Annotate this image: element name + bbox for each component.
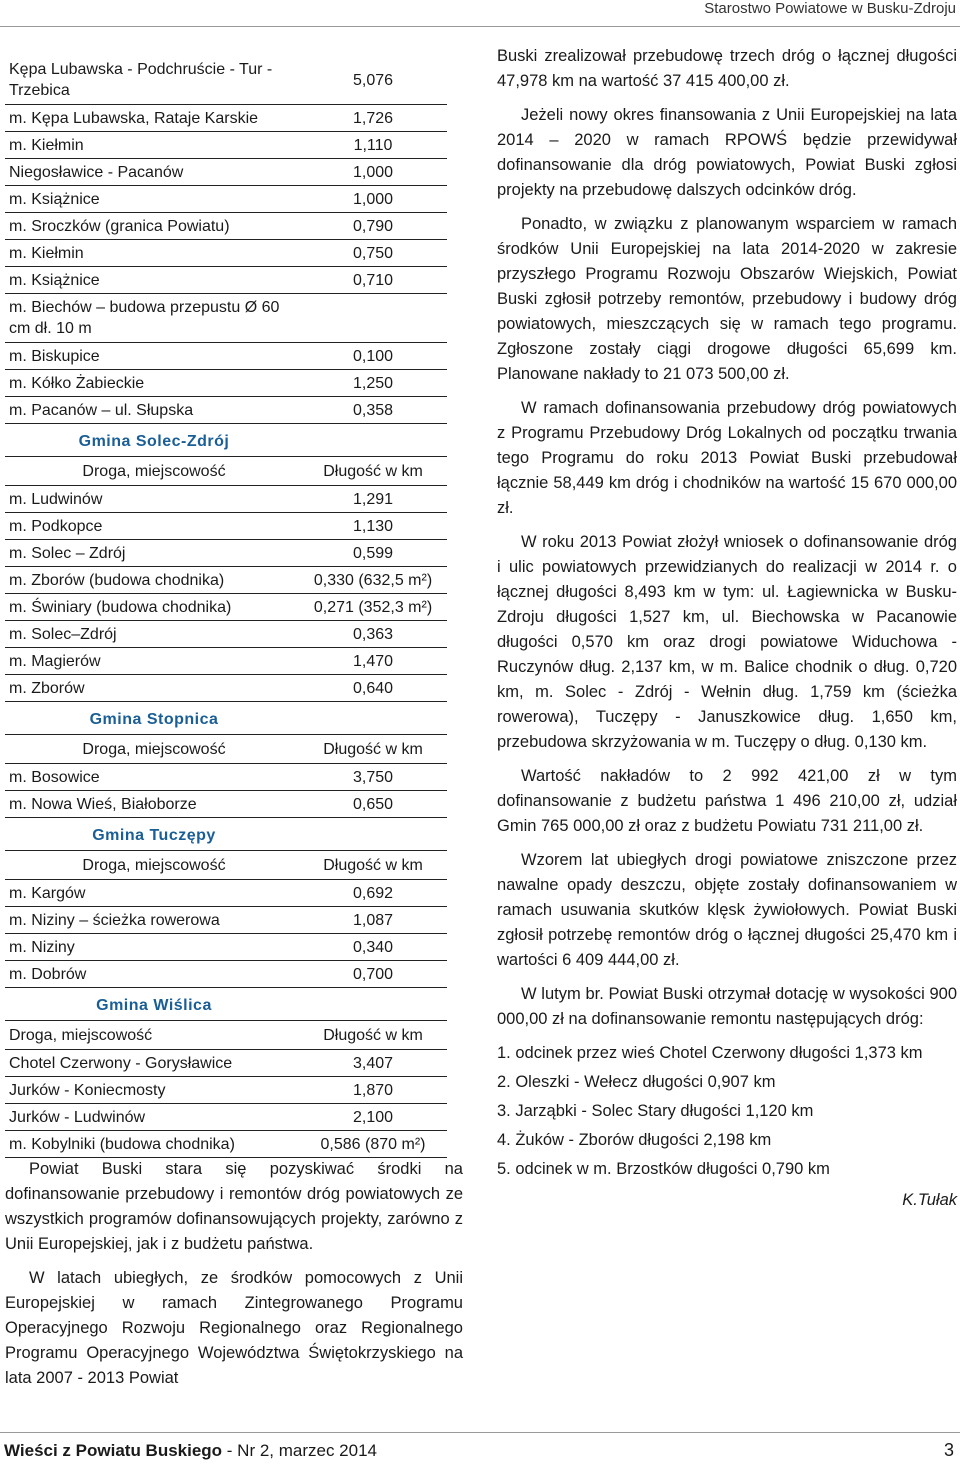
road-name: Jurków - Ludwinów (5, 1104, 303, 1131)
table-row (5, 764, 447, 791)
road-name: Kępa Lubawska - Podchruście - Tur - Trzebica (5, 56, 303, 105)
table-row (5, 961, 447, 988)
road-name: m. Pacanów – ul. Słupska (5, 397, 303, 424)
list-item: 3. Jarząbki - Solec Stary długości 1,120 km (497, 1102, 814, 1120)
table-row (5, 105, 447, 132)
road-length: 0,599 (303, 540, 447, 567)
road-length: 3,750 (303, 764, 447, 791)
road-length: 0,271 (352,3 m²) (303, 594, 447, 621)
road-length: 5,076 (303, 56, 447, 105)
table-row (5, 791, 447, 818)
roads-table (5, 56, 447, 1158)
table-row (5, 1131, 447, 1158)
road-length (303, 294, 447, 343)
road-length: 0,650 (303, 791, 447, 818)
road-name: Niegosławice - Pacanów (5, 159, 303, 186)
road-name: m. Podkopce (5, 513, 303, 540)
road-length: 2,100 (303, 1104, 447, 1131)
road-name: m. Solec – Zdrój (5, 540, 303, 567)
paragraph: Ponadto, w związku z planowanym wsparciem w ramach środków Unii Europejskiej na lata 2014-2020 w zakresie przyszłego Programu Rozwoju Obszarów Wiejskich, Powiat Buski zgłosił potrzeby remontów, przebudowy i budowy dróg powiatowych, mieszczących się w ramach tego programu. Zgłoszone zostały ciągi drogowe długości 65,699 km. Planowane nakłady to 21 073 500,00 zł. (497, 215, 957, 383)
road-length: 0,330 (632,5 m²) (303, 567, 447, 594)
road-length: 1,870 (303, 1077, 447, 1104)
table-row (5, 370, 447, 397)
road-name: Jurków - Koniecmosty (5, 1077, 303, 1104)
table-row (5, 486, 447, 513)
table-row (5, 240, 447, 267)
road-length: 0,100 (303, 343, 447, 370)
table-row (5, 159, 447, 186)
column-header-row (5, 1021, 447, 1050)
road-name: m. Biechów – budowa przepustu Ø 60 cm dł. 10 m (5, 294, 303, 343)
road-length: 0,340 (303, 934, 447, 961)
road-length: 1,000 (303, 186, 447, 213)
page-number: 3 (943, 1440, 954, 1460)
road-repair-list (497, 1041, 957, 1182)
road-name: m. Solec–Zdrój (5, 621, 303, 648)
table-row (5, 1050, 447, 1077)
road-name: m. Kobylniki (budowa chodnika) (5, 1131, 303, 1158)
road-length: 1,130 (303, 513, 447, 540)
list-item: 1. odcinek przez wieś Chotel Czerwony długości 1,373 km (497, 1044, 923, 1062)
road-name: m. Kiełmin (5, 240, 303, 267)
table-row (5, 594, 447, 621)
paragraph: W roku 2013 Powiat złożył wniosek o dofinansowanie dróg i ulic powiatowych przewidzianych do realizacji w 2014 r. o łącznej długości 8,493 km w tym: ul. Łagiewnicka w Busku-Zdroju długości 1,527 km, ul. Biechowska w Pacanowie długości 0,570 km oraz drogi powiatowe Widuchowa - Ruczynów dług. 2,137 km, w m. Balice chodnik o dług. 0,720 km, m. Solec - Zdrój - Wełnin dług. 1,759 km (ścieżka rowerowa), Tuczępy - Januszkowice dług. 1,650 km, przebudowa skrzyżowania w m. Tuczępy o dług. 0,130 km. (497, 533, 957, 751)
table-row (5, 513, 447, 540)
road-length: 3,407 (303, 1050, 447, 1077)
column-header-row (5, 851, 447, 880)
road-name: m. Kiełmin (5, 132, 303, 159)
road-length: 1,000 (303, 159, 447, 186)
issue-info: - Nr 2, marzec 2014 (222, 1441, 378, 1460)
road-name: m. Niziny – ścieżka rowerowa (5, 907, 303, 934)
road-length: 1,470 (303, 648, 447, 675)
column-header-name: Droga, miejscowość (5, 851, 303, 880)
road-length: 1,250 (303, 370, 447, 397)
left-column-text (5, 1157, 463, 1400)
footer-title (4, 1441, 377, 1461)
column-header-length: Długość w km (303, 735, 447, 764)
group-title: Gmina Solec-Zdrój (5, 424, 303, 457)
column-header-name: Droga, miejscowość (5, 735, 303, 764)
paragraph: Wartość nakładów to 2 992 421,00 zł w tym dofinansowanie z budżetu państwa 1 496 210,00 zł, udział Gmin 765 000,00 zł oraz z budżetu Powiatu 731 211,00 zł. (497, 767, 957, 835)
table-row (5, 567, 447, 594)
road-name: m. Świniary (budowa chodnika) (5, 594, 303, 621)
group-title: Gmina Tuczępy (5, 818, 303, 851)
road-length: 0,790 (303, 213, 447, 240)
footer-divider (0, 1432, 960, 1433)
table-row (5, 343, 447, 370)
paragraph: Wzorem lat ubiegłych drogi powiatowe zniszczone przez nawalne opady deszczu, objęte zostały dofinansowaniem w ramach usuwania skutków klęsk żywiołowych. Powiat Buski zgłosił potrzebę remontów dróg o łącznej długości 25,470 km i wartości 6 409 444,00 zł. (497, 851, 957, 969)
road-length: 1,110 (303, 132, 447, 159)
road-name: m. Dobrów (5, 961, 303, 988)
road-length: 0,640 (303, 675, 447, 702)
road-name: Chotel Czerwony - Gorysławice (5, 1050, 303, 1077)
header-title: Starostwo Powiatowe w Busku-Zdroju (704, 0, 956, 17)
road-length: 1,726 (303, 105, 447, 132)
table-row (5, 267, 447, 294)
road-name: m. Nowa Wieś, Białoborze (5, 791, 303, 818)
road-name: m. Kargów (5, 880, 303, 907)
road-length: 0,750 (303, 240, 447, 267)
table-row (5, 907, 447, 934)
column-header-name: Droga, miejscowość (5, 457, 303, 486)
road-length: 0,710 (303, 267, 447, 294)
list-item: 2. Oleszki - Wełecz długości 0,907 km (497, 1073, 776, 1091)
group-title: Gmina Stopnica (5, 702, 303, 735)
road-name: m. Ludwinów (5, 486, 303, 513)
road-name: m. Kółko Żabieckie (5, 370, 303, 397)
table-row (5, 880, 447, 907)
road-name: m. Niziny (5, 934, 303, 961)
road-name: m. Książnice (5, 267, 303, 294)
list-item: 5. odcinek w m. Brzostków długości 0,790 km (497, 1160, 830, 1178)
paragraph: W lutym br. Powiat Buski otrzymał dotację w wysokości 900 000,00 zł na dofinansowanie remontu następujących dróg: (497, 985, 957, 1028)
group-heading (5, 702, 447, 735)
road-length: 0,363 (303, 621, 447, 648)
column-header-length: Długość w km (303, 851, 447, 880)
publication-name: Wieści z Powiatu Buskiego (4, 1441, 223, 1460)
road-length: 0,586 (870 m²) (303, 1131, 447, 1158)
road-name: m. Bosowice (5, 764, 303, 791)
table-row (5, 540, 447, 567)
table-row (5, 648, 447, 675)
group-title: Gmina Wiślica (5, 988, 303, 1021)
table-row (5, 1077, 447, 1104)
column-header-row (5, 457, 447, 486)
group-heading (5, 988, 447, 1021)
paragraph: Buski zrealizował przebudowę trzech dróg o łącznej długości 47,978 km na wartość 37 415 400,00 zł. (497, 47, 957, 90)
road-length: 1,087 (303, 907, 447, 934)
column-header-name: Droga, miejscowość (5, 1021, 303, 1050)
author-signature: K.Tułak (902, 1191, 957, 1209)
road-name: m. Sroczków (granica Powiatu) (5, 213, 303, 240)
table-row (5, 675, 447, 702)
paragraph: W latach ubiegłych, ze środków pomocowych z Unii Europejskiej w ramach Zintegrowanego Programu Operacyjnego Rozwoju Regionalnego oraz Regionalnego Programu Operacyjnego Województwa Świętokrzyskiego na lata 2007 - 2013 Powiat (5, 1269, 463, 1387)
road-length: 1,291 (303, 486, 447, 513)
table-row (5, 213, 447, 240)
group-heading (5, 818, 447, 851)
paragraph: W ramach dofinansowania przebudowy dróg powiatowych z Programu Przebudowy Dróg Lokalnych od początku trwania tego Programu do roku 2013 Powiat Buski przebudował łącznie 58,449 km dróg i chodników na wartość 15 670 000,00 zł. (497, 399, 957, 517)
column-header-length: Długość w km (303, 457, 447, 486)
road-length: 0,692 (303, 880, 447, 907)
right-column-text (497, 44, 957, 1213)
table-row (5, 56, 447, 105)
table-row (5, 186, 447, 213)
table-row (5, 934, 447, 961)
table-row (5, 1104, 447, 1131)
road-length: 0,358 (303, 397, 447, 424)
column-header-length: Długość w km (303, 1021, 447, 1050)
road-name: m. Zborów (budowa chodnika) (5, 567, 303, 594)
header-divider (0, 26, 960, 27)
road-name: m. Książnice (5, 186, 303, 213)
table-row (5, 621, 447, 648)
table-row (5, 132, 447, 159)
road-name: m. Zborów (5, 675, 303, 702)
road-name: m. Kępa Lubawska, Rataje Karskie (5, 105, 303, 132)
road-name: m. Magierów (5, 648, 303, 675)
road-name: m. Biskupice (5, 343, 303, 370)
column-header-row (5, 735, 447, 764)
paragraph: Powiat Buski stara się pozyskiwać środki na dofinansowanie przebudowy i remontów dróg powiatowych ze wszystkich programów dofinansowujących projekty, zarówno z Unii Europejskiej, jak i z budżetu państwa. (5, 1160, 463, 1253)
table-row (5, 397, 447, 424)
table-row (5, 294, 447, 343)
group-heading (5, 424, 447, 457)
list-item: 4. Żuków - Zborów długości 2,198 km (497, 1131, 772, 1149)
paragraph: Jeżeli nowy okres finansowania z Unii Europejskiej na lata 2014 – 2020 w ramach RPOWŚ będzie przewidywał dofinansowanie dla dróg powiatowych, Powiat Buski zgłosi projekty na przebudowę dalszych odcinków dróg. (497, 106, 957, 199)
road-length: 0,700 (303, 961, 447, 988)
